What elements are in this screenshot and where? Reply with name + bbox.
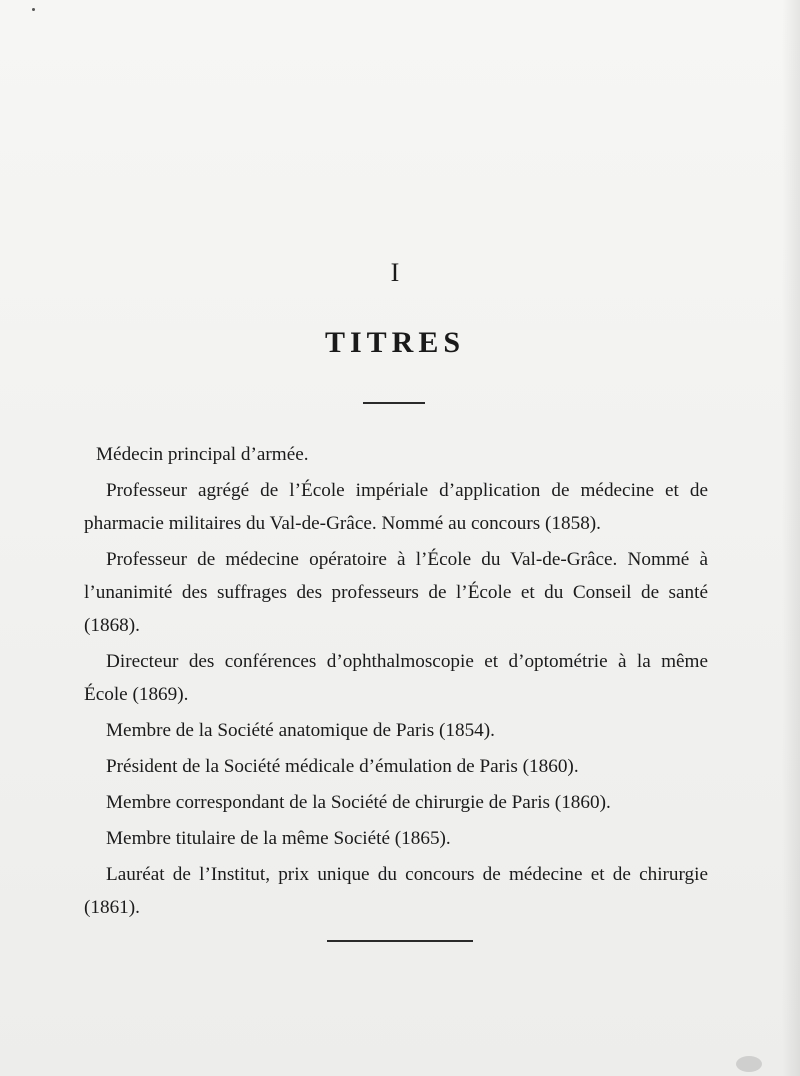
title-entry-professeur-medecine-operatoire: Professeur de médecine opératoire à l’École du Val-de-Grâce. Nommé à l’unanimité des suffrages des professeurs de l’École et du Conseil de santé (1868). — [84, 549, 708, 636]
title-entry-president-societe-medicale: Président de la Société médicale d’émulation de Paris (1860). — [106, 756, 579, 777]
titles-list — [84, 438, 708, 927]
chapter-number: I — [390, 258, 400, 287]
title-entry-directeur-conferences: Directeur des conférences d’ophthalmoscopie et d’optométrie à la même École (1869). — [84, 651, 708, 705]
title-entry-membre-correspondant: Membre correspondant de la Société de chirurgie de Paris (1860). — [106, 792, 611, 813]
paper-stain — [736, 1056, 762, 1072]
page-edge-shadow — [782, 0, 800, 1076]
title-entry-medecin-principal: Médecin principal d’armée. — [96, 444, 309, 465]
print-speck — [32, 8, 35, 11]
closing-divider-rule — [327, 940, 473, 942]
title-entry-membre-titulaire: Membre titulaire de la même Société (1865). — [106, 828, 451, 849]
title-entry-societe-anatomique: Membre de la Société anatomique de Paris (1854). — [106, 720, 495, 741]
title-entry-laureat-institut: Lauréat de l’Institut, prix unique du concours de médecine et de chirurgie (1861). — [84, 864, 708, 918]
chapter-title: TITRES — [324, 326, 466, 359]
title-divider-rule — [363, 402, 425, 404]
title-entry-professeur-agrege: Professeur agrégé de l’École impériale d’application de médecine et de pharmacie militaires du Val-de-Grâce. Nommé au concours (1858). — [84, 480, 708, 534]
